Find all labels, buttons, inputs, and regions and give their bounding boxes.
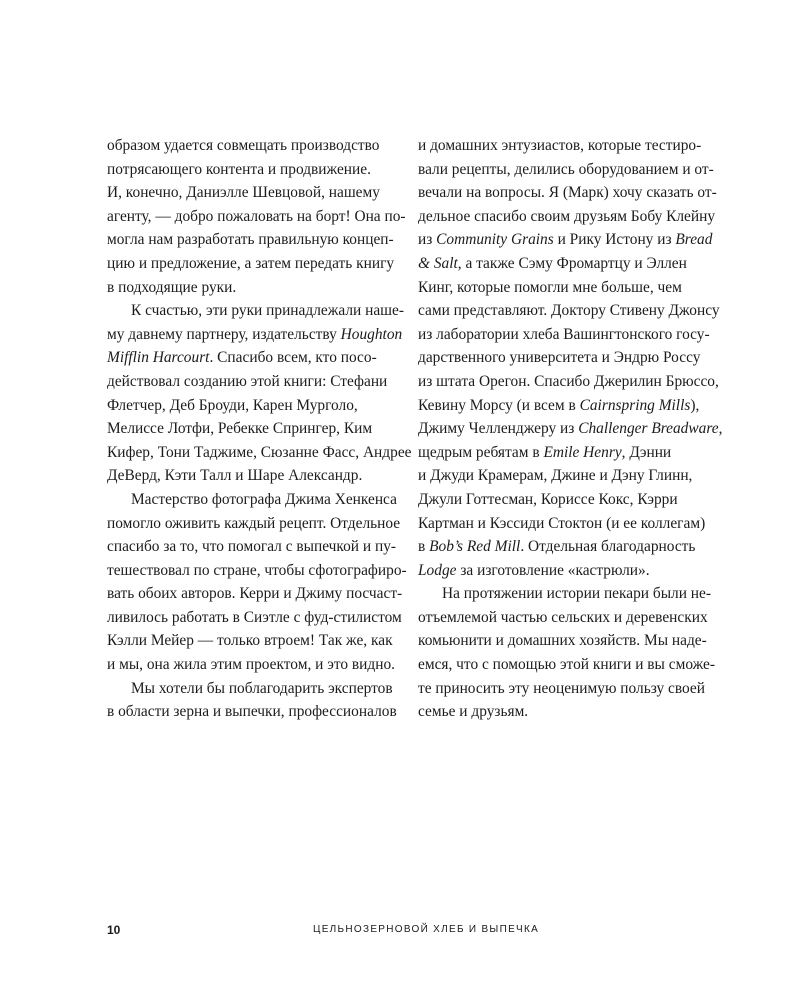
text-line: И, конечно, Даниэлле Шевцовой, нашему (107, 184, 380, 202)
italic-name: Bob’s Red Mill (429, 538, 521, 556)
italic-name: Challenger Breadware (578, 420, 719, 438)
text-line: Mifflin Harcourt. Спасибо всем, кто посо- (107, 349, 377, 367)
text-line: те приносить эту неоценимую пользу своей (418, 679, 705, 697)
text-line: потрясающего контента и продвижение. (107, 160, 371, 178)
text-line: комьюнити и домашних хозяйств. Мы наде- (418, 632, 707, 650)
italic-name: Cairnspring Mills (579, 396, 691, 414)
text-line: На протяжении истории пекари были не- (442, 585, 711, 603)
text-line: Джули Готтесман, Кориссе Кокс, Кэрри (418, 490, 678, 508)
right-text-column (418, 134, 723, 724)
text-line: К счастью, эти руки принадлежали наше- (131, 302, 404, 320)
text-line: Картман и Кэссиди Стоктон (и ее коллегам) (418, 514, 706, 532)
text-line: Кинг, которые помогли мне больше, чем (418, 278, 682, 296)
italic-name: Community Grains (436, 231, 554, 249)
italic-name: Lodge (418, 561, 457, 579)
text-line: образом удается совмещать производство (107, 137, 380, 154)
text-line: в подходящие руки. (107, 278, 237, 296)
text-line: действовал созданию этой книги: Стефани (107, 372, 388, 390)
text-line: сами представляют. Доктору Стивену Джонсу (418, 302, 720, 320)
italic-name: Mifflin Harcourt (107, 349, 210, 367)
page-footer (107, 923, 693, 941)
text-line: & Salt, а также Сэму Фромартцу и Эллен (418, 254, 687, 272)
page-number: 10 (107, 923, 121, 937)
text-line: из штата Орегон. Спасибо Джерилин Брюссо, (418, 372, 719, 390)
italic-name: Emile Henry (543, 443, 622, 461)
text-line: Кэлли Мейер — только втроем! Так же, как (107, 632, 393, 650)
text-line: Кевину Морсу (и всем в Cairnspring Mills), (418, 396, 700, 414)
text-line: и Джуди Крамерам, Джине и Дэну Глинн, (418, 467, 693, 485)
text-line: щедрым ребятам в Emile Henry, Дэнни (418, 443, 672, 461)
text-line: Мелиссе Лотфи, Ребекке Спрингер, Ким (107, 420, 373, 438)
text-line: вали рецепты, делились оборудованием и от- (418, 160, 714, 178)
text-line: спасибо за то, что помогал с выпечкой и пу- (107, 538, 397, 556)
italic-name: Houghton (340, 325, 403, 343)
left-text-column (107, 134, 412, 724)
text-line: в области зерна и выпечки, профессионалов (107, 703, 397, 721)
text-line: Кифер, Тони Таджиме, Сюзанне Фасс, Андрее (107, 443, 412, 461)
text-line: агенту, — добро пожаловать на борт! Она по- (107, 207, 406, 225)
text-line: отъемлемой частью сельских и деревенских (418, 608, 708, 626)
text-line: семье и друзьям. (418, 703, 529, 721)
text-line: тешествовал по стране, чтобы сфотографиро- (107, 561, 407, 579)
italic-name: & Salt (418, 254, 458, 272)
text-line: могла нам разработать правильную концеп- (107, 231, 394, 249)
text-line: Lodge за изготовление «кастрюли». (418, 561, 650, 579)
text-line: в Bob’s Red Mill. Отдельная благодарность (418, 538, 696, 556)
text-line: цию и предложение, а затем передать книгу (107, 254, 395, 272)
text-line: ливилось работать в Сиэтле с фуд-стилистом (107, 608, 402, 626)
italic-name: Bread (675, 231, 713, 249)
text-line: му давнему партнеру, издательству Houghton (107, 325, 403, 343)
text-line: помогло оживить каждый рецепт. Отдельное (107, 514, 401, 532)
text-line: Джиму Челленджеру из Challenger Breadware, (418, 420, 723, 438)
text-line: вечали на вопросы. Я (Марк) хочу сказать от- (418, 184, 717, 202)
text-line: ДеВерд, Кэти Талл и Шаре Александр. (107, 467, 363, 485)
text-line: и мы, она жила этим проектом, и это видно. (107, 656, 396, 674)
text-line: и домашних энтузиастов, которые тестиро- (418, 137, 702, 154)
running-title: ЦЕЛЬНОЗЕРНОВОЙ ХЛЕБ И ВЫПЕЧКА (313, 924, 540, 935)
text-line: емся, что с помощью этой книги и вы сможе- (418, 656, 716, 674)
text-line: вать обоих авторов. Керри и Джиму посчаст- (107, 585, 403, 603)
text-line: дельное спасибо своим друзьям Бобу Клейну (418, 207, 716, 225)
text-line: Мы хотели бы поблагодарить экспертов (131, 679, 393, 697)
text-line: из лаборатории хлеба Вашингтонского госу- (418, 325, 710, 343)
text-line: дарственного университета и Эндрю Россу (418, 349, 701, 367)
text-line: Флетчер, Деб Броуди, Карен Мурголо, (107, 396, 358, 414)
text-line: из Community Grains и Рику Истону из Bread (418, 231, 713, 249)
text-line: Мастерство фотографа Джима Хенкенса (131, 490, 397, 508)
